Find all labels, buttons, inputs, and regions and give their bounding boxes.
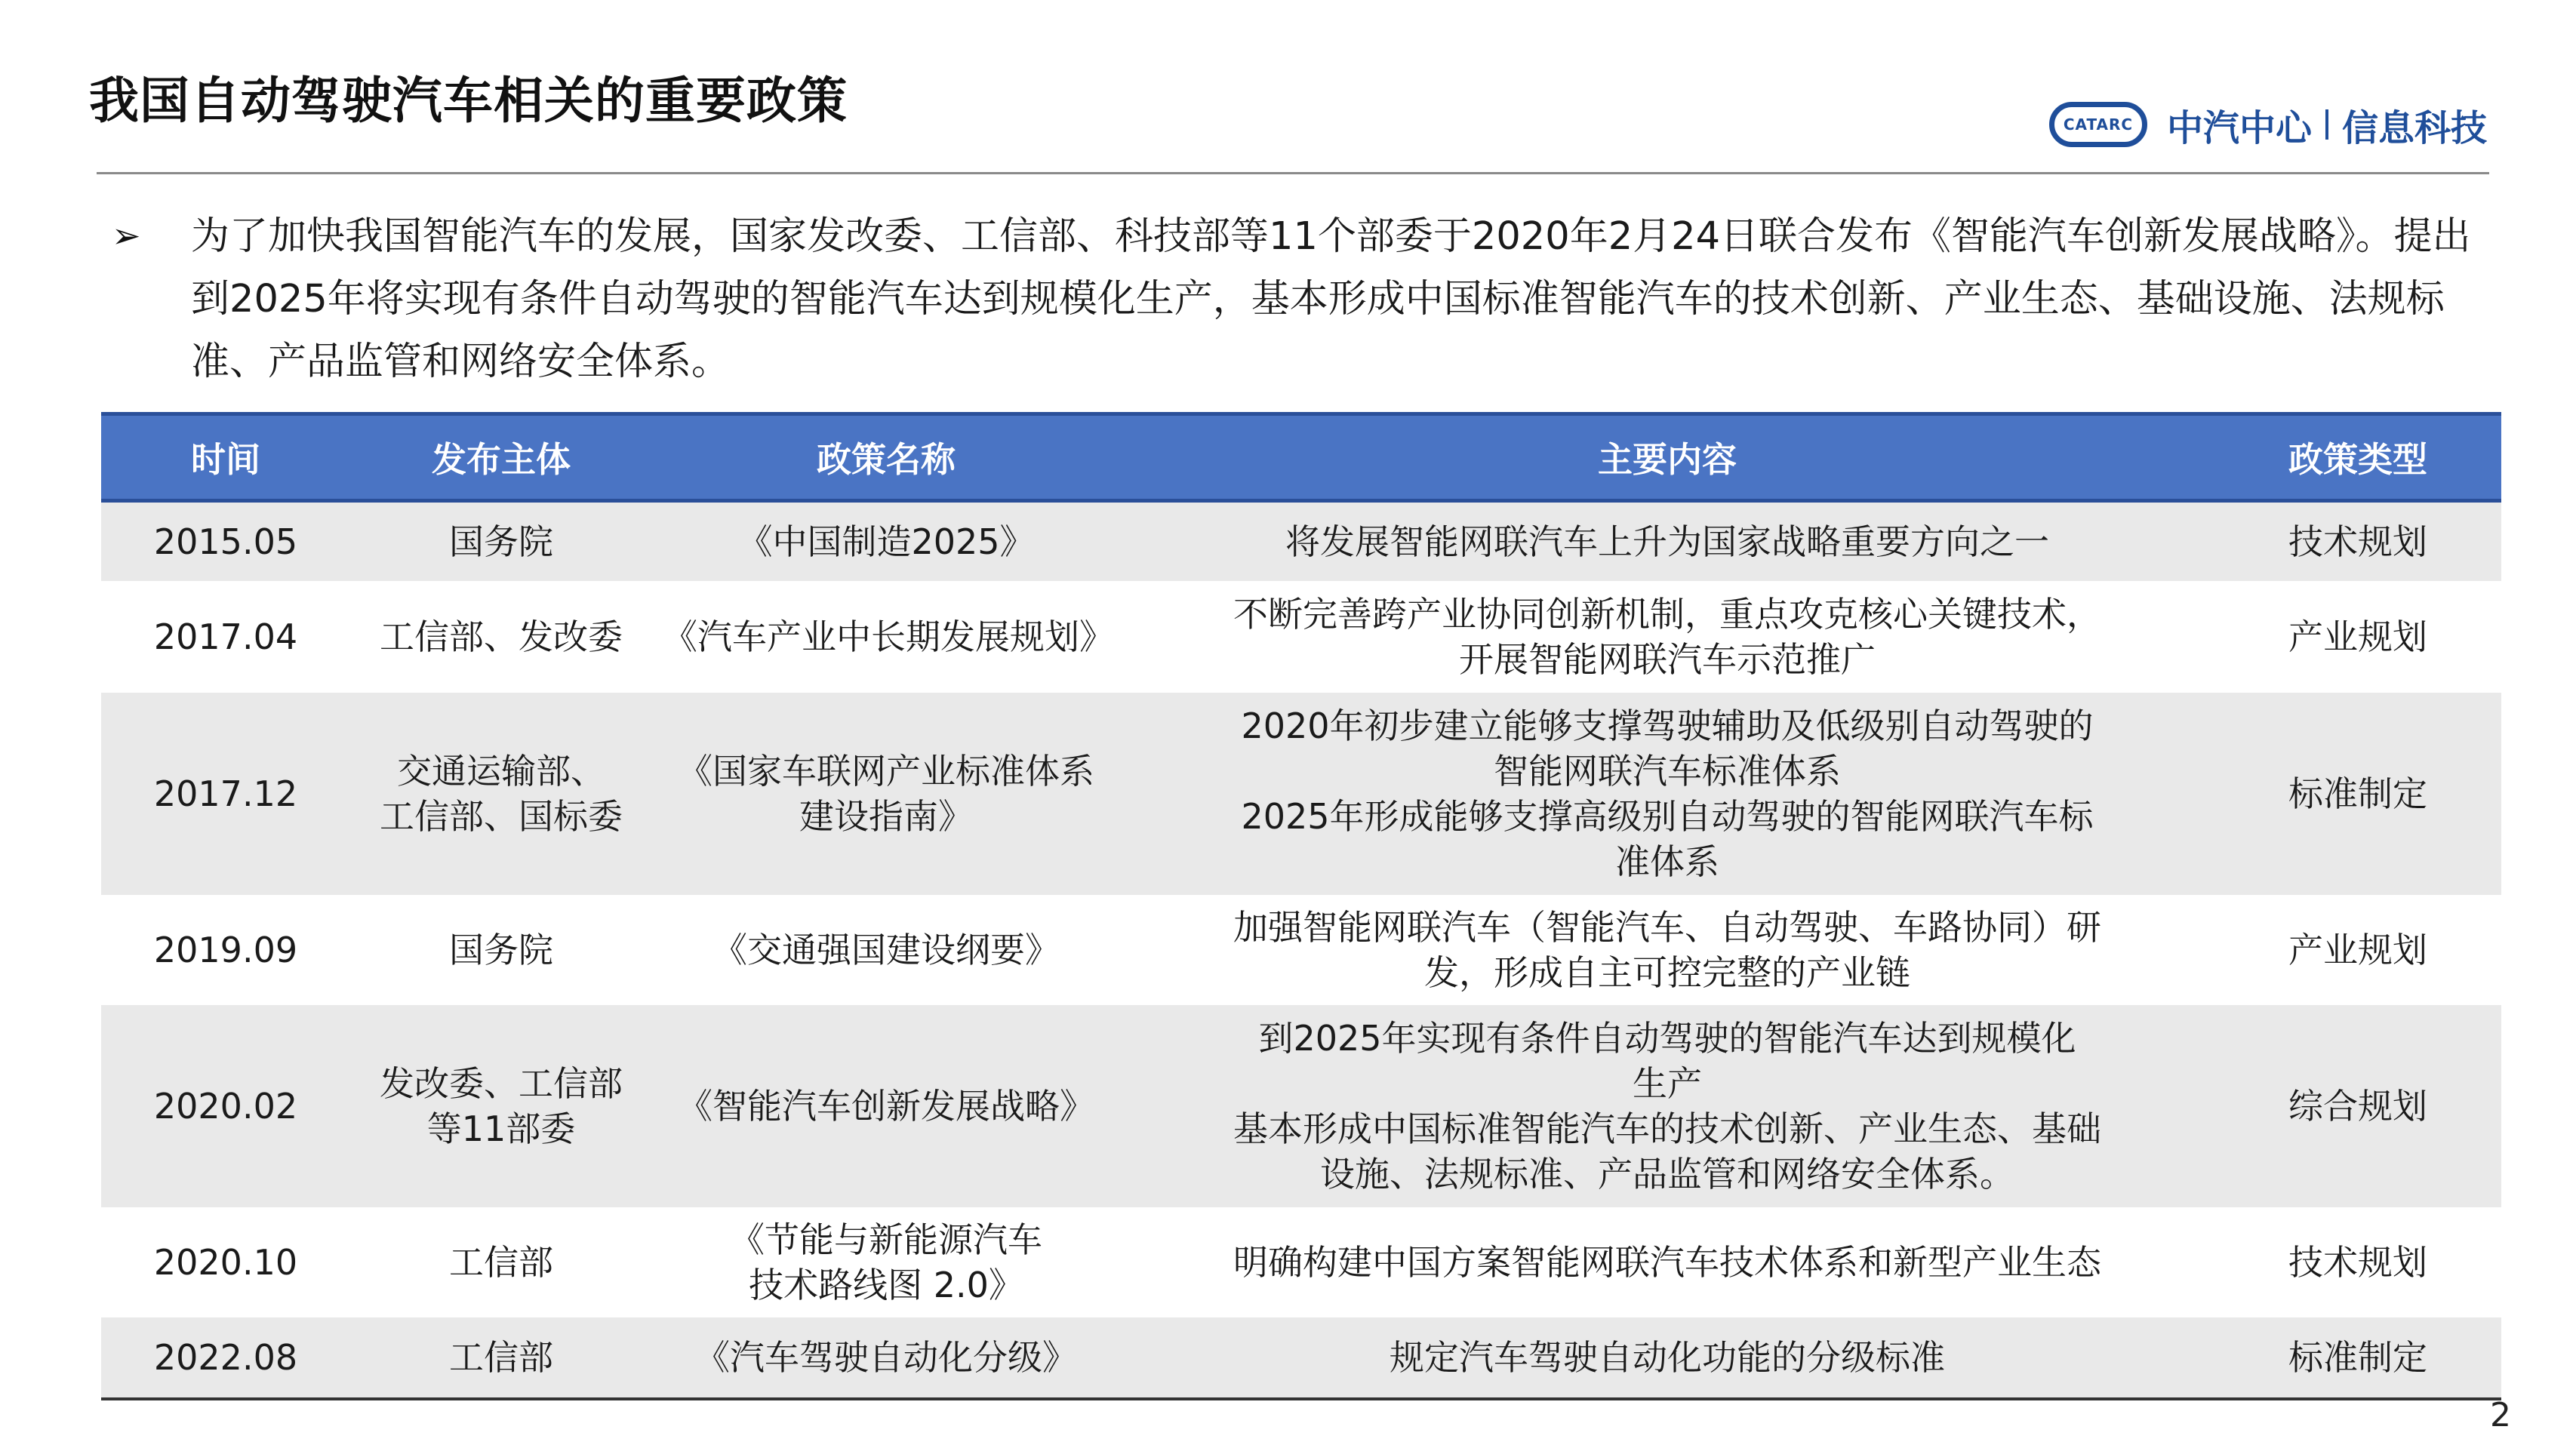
page-title: 我国自动驾驶汽车相关的重要政策 bbox=[89, 72, 848, 130]
cell-time: 2017.04 bbox=[153, 616, 298, 657]
cell-content-line: 开展智能网联汽车示范推广 bbox=[1459, 638, 1876, 680]
table-header-row bbox=[101, 414, 2501, 501]
cell-time: 2022.08 bbox=[101, 1317, 350, 1399]
catarc-badge-icon bbox=[2049, 102, 2147, 147]
header-issuer: 发布主体 bbox=[350, 414, 652, 501]
cell-issuer-line: 国务院 bbox=[449, 929, 553, 970]
bullet-arrow-icon: ➢ bbox=[112, 215, 141, 256]
cell-time: 2019.09 bbox=[153, 929, 298, 970]
cell-content-line: 基本形成中国标准智能汽车的技术创新、产业生态、基础 bbox=[1233, 1108, 2101, 1149]
cell-policy-type: 标准制定 bbox=[2214, 693, 2501, 895]
logo-text bbox=[2167, 99, 2487, 151]
header-policy-type: 政策类型 bbox=[2214, 414, 2501, 501]
cell-policy-type: 技术规划 bbox=[2214, 501, 2501, 581]
cell-main-content bbox=[1120, 581, 2214, 693]
header-main-content: 主要内容 bbox=[1120, 414, 2214, 501]
cell-name-line: 《中国制造2025》 bbox=[737, 521, 1035, 562]
cell-policy-type: 综合规划 bbox=[2214, 1005, 2501, 1207]
cell-issuer-line: 工信部、国标委 bbox=[380, 795, 623, 837]
cell-issuer bbox=[350, 693, 652, 895]
table-row bbox=[101, 1207, 2501, 1317]
logo-badge-text: CATARC bbox=[2063, 115, 2134, 134]
logo-left-text: 中汽中心 bbox=[2166, 106, 2312, 149]
table-row bbox=[101, 895, 2501, 1005]
cell-content-line: 2025年形成能够支撑高级别自动驾驶的智能网联汽车标 bbox=[1241, 795, 2094, 837]
page-number: 2 bbox=[2490, 1396, 2511, 1434]
cell-name-line: 《智能汽车创新发展战略》 bbox=[678, 1085, 1094, 1127]
table-row bbox=[101, 693, 2501, 895]
cell-content-line: 2020年初步建立能够支撑驾驶辅助及低级别自动驾驶的 bbox=[1241, 705, 2094, 746]
cell-main-content bbox=[1120, 1005, 2214, 1207]
header-policy-name: 政策名称 bbox=[652, 414, 1120, 501]
cell-issuer bbox=[350, 501, 652, 581]
cell-policy-name bbox=[652, 1005, 1120, 1207]
cell-issuer-line: 工信部 bbox=[449, 1241, 553, 1283]
cell-time: 2017.12 bbox=[101, 693, 350, 895]
cell-policy-type: 产业规划 bbox=[2288, 929, 2427, 970]
cell-name-line: 《交通强国建设纲要》 bbox=[712, 929, 1060, 970]
cell-content-line: 加强智能网联汽车（智能汽车、自动驾驶、车路协同）研 bbox=[1233, 906, 2101, 948]
cell-main-content bbox=[1120, 693, 2214, 895]
header-time: 时间 bbox=[101, 414, 350, 501]
cell-policy-name bbox=[652, 581, 1120, 693]
cell-name-line: 《国家车联网产业标准体系 bbox=[678, 750, 1094, 792]
cell-content-line: 将发展智能网联汽车上升为国家战略重要方向之一 bbox=[1285, 521, 2049, 562]
cell-issuer bbox=[350, 1207, 652, 1317]
cell-issuer bbox=[350, 581, 652, 693]
cell-issuer-line: 交通运输部、 bbox=[397, 750, 605, 792]
cell-main-content bbox=[1120, 1207, 2214, 1317]
cell-content-line: 发，形成自主可控完整的产业链 bbox=[1424, 951, 1910, 993]
cell-policy-type: 标准制定 bbox=[2214, 1317, 2501, 1399]
table-row bbox=[101, 1005, 2501, 1207]
cell-policy-name bbox=[652, 1317, 1120, 1399]
cell-issuer-line: 工信部、发改委 bbox=[380, 616, 623, 657]
cell-name-line: 建设指南》 bbox=[799, 795, 973, 837]
cell-content-line: 设施、法规标准、产品监管和网络安全体系。 bbox=[1320, 1153, 2014, 1194]
table-row bbox=[101, 581, 2501, 693]
cell-content-line: 生产 bbox=[1633, 1062, 1702, 1104]
cell-issuer bbox=[350, 1005, 652, 1207]
logo-separator bbox=[2325, 109, 2328, 140]
cell-policy-name bbox=[652, 1207, 1120, 1317]
cell-name-line: 《节能与新能源汽车 bbox=[730, 1219, 1042, 1260]
cell-issuer-line: 国务院 bbox=[449, 521, 553, 562]
cell-content-line: 到2025年实现有条件自动驾驶的智能汽车达到规模化 bbox=[1258, 1017, 2076, 1059]
cell-policy-name bbox=[652, 501, 1120, 581]
cell-content-line: 智能网联汽车标准体系 bbox=[1494, 750, 1841, 792]
cell-content-line: 不断完善跨产业协同创新机制，重点攻克核心关键技术， bbox=[1233, 593, 2101, 635]
logo-right-text: 信息科技 bbox=[2341, 106, 2487, 149]
cell-issuer-line: 发改委、工信部 bbox=[380, 1062, 623, 1104]
cell-policy-name bbox=[652, 895, 1120, 1005]
cell-policy-name bbox=[652, 693, 1120, 895]
cell-main-content bbox=[1120, 1317, 2214, 1399]
cell-name-line: 技术路线图 2.0》 bbox=[749, 1264, 1023, 1305]
catarc-logo bbox=[2049, 94, 2487, 155]
table-row bbox=[101, 501, 2501, 581]
cell-policy-type: 技术规划 bbox=[2288, 1241, 2427, 1283]
cell-time: 2015.05 bbox=[101, 501, 350, 581]
title-divider bbox=[97, 172, 2489, 174]
policy-table bbox=[101, 412, 2501, 1400]
cell-time: 2020.10 bbox=[153, 1241, 298, 1283]
cell-main-content bbox=[1120, 501, 2214, 581]
cell-content-line: 准体系 bbox=[1615, 841, 1719, 882]
cell-name-line: 《汽车产业中长期发展规划》 bbox=[663, 616, 1114, 657]
cell-time: 2020.02 bbox=[101, 1005, 350, 1207]
cell-content-line: 规定汽车驾驶自动化功能的分级标准 bbox=[1390, 1336, 1945, 1378]
intro-paragraph: 为了加快我国智能汽车的发展，国家发改委、工信部、科技部等11个部委于2020年2月24日联合发布《智能汽车创新发展战略》。提出到2025年将实现有条件自动驾驶的智能汽车达到规模化生产，基本形成中国标准智能汽车的技术创新、产业生态、基础设施、法规标准、产品监管和网络安全体系。 bbox=[191, 214, 2471, 384]
cell-issuer bbox=[350, 895, 652, 1005]
cell-content-line: 明确构建中国方案智能网联汽车技术体系和新型产业生态 bbox=[1233, 1241, 2101, 1283]
cell-policy-type: 产业规划 bbox=[2288, 616, 2427, 657]
cell-issuer-line: 等11部委 bbox=[426, 1108, 576, 1149]
cell-issuer-line: 工信部 bbox=[449, 1336, 553, 1378]
cell-issuer bbox=[350, 1317, 652, 1399]
cell-name-line: 《汽车驾驶自动化分级》 bbox=[695, 1336, 1077, 1378]
cell-main-content bbox=[1120, 895, 2214, 1005]
table-row bbox=[101, 1317, 2501, 1399]
